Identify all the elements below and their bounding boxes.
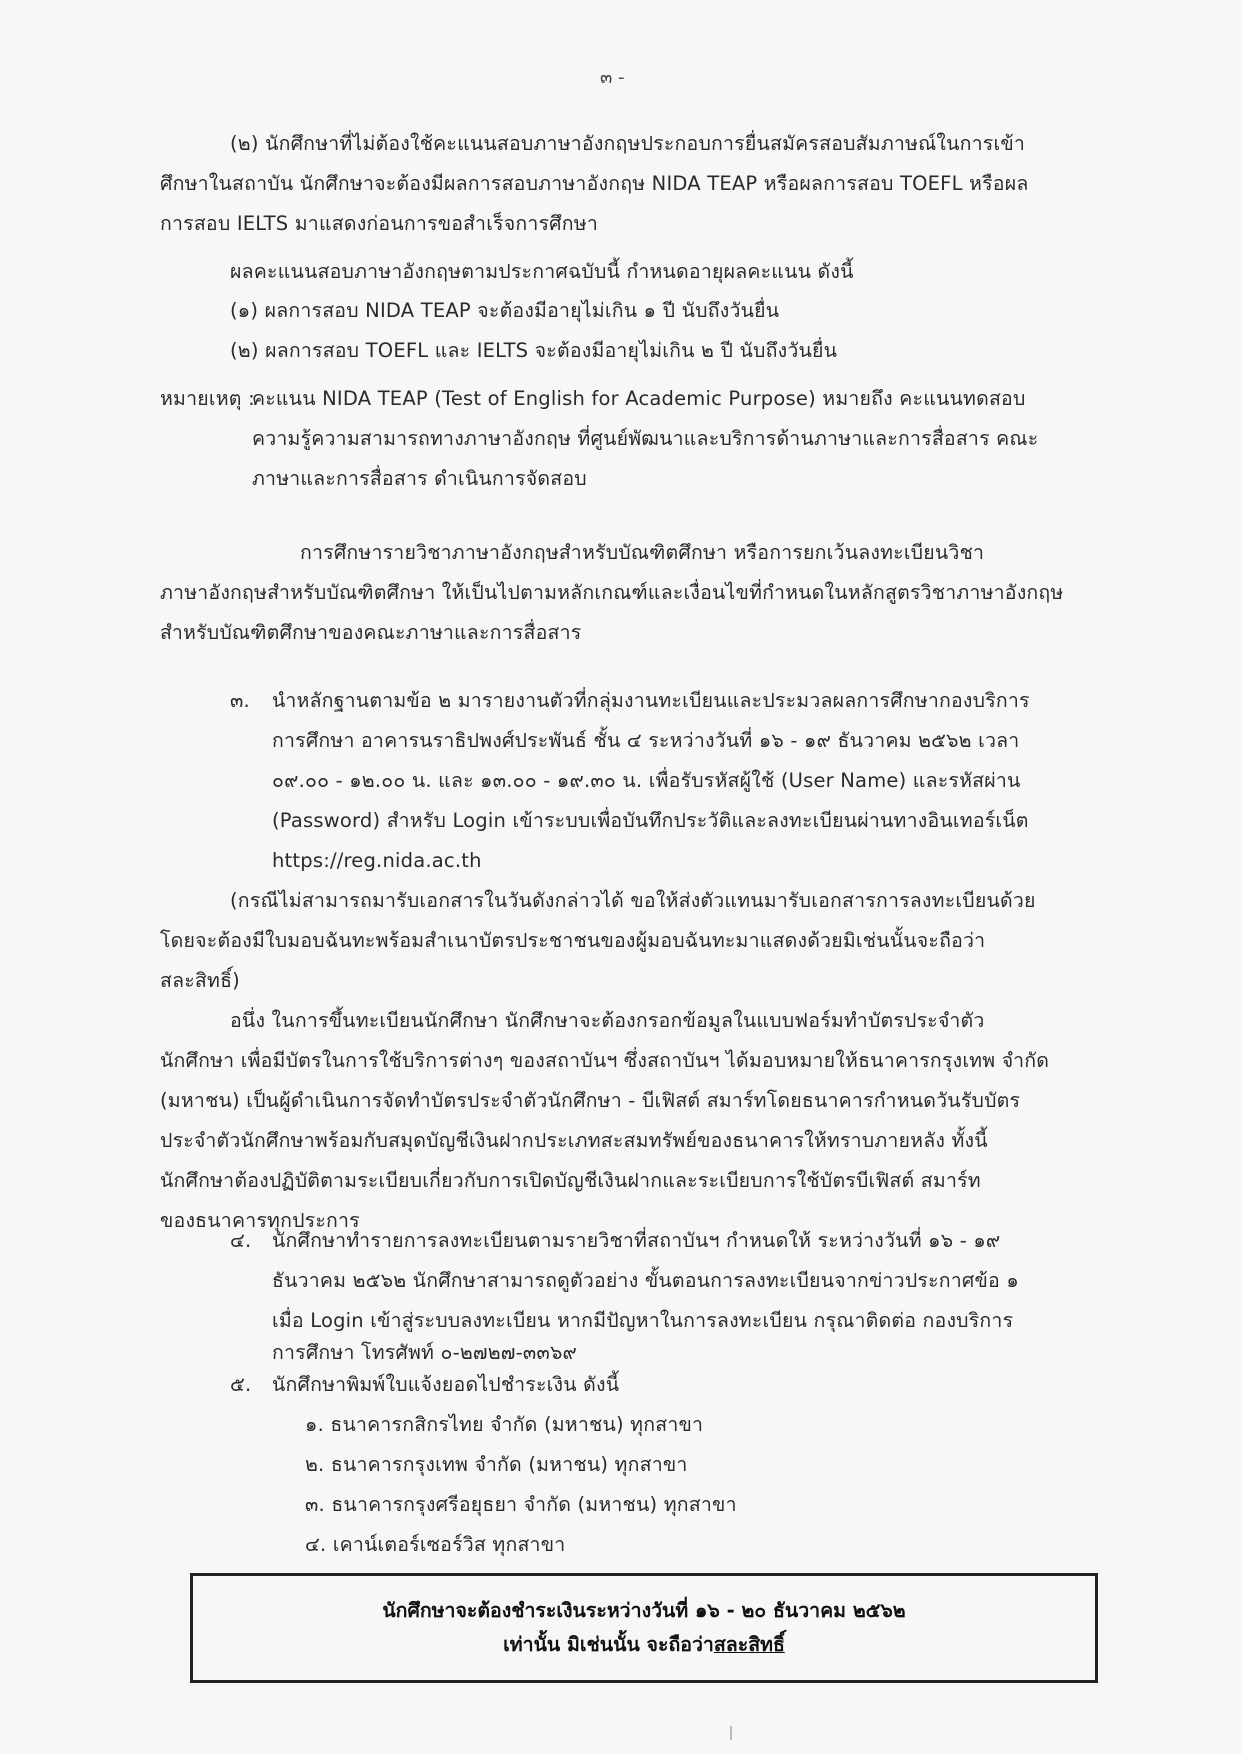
- page-number: ๓ -: [600, 67, 625, 88]
- bank-item-2: ๒. ธนาคารกรุงเทพ จำกัด (มหาชน) ทุกสาขา: [305, 1453, 688, 1476]
- english-course-line-3: สำหรับบัณฑิตศึกษาของคณะภาษาและการสื่อสาร: [160, 621, 582, 644]
- card-line-2: นักศึกษา เพื่อมีบัตรในการใช้บริการต่างๆ ของสถาบันฯ ซึ่งสถาบันฯ ได้มอบหมายให้ธนาคารกรุงเทพ จำกัด: [160, 1049, 1050, 1072]
- step-4-number: ๔.: [230, 1229, 252, 1252]
- step-3-line-1: นำหลักฐานตามข้อ ๒ มารายงานตัวที่กลุ่มงานทะเบียนและประมวลผลการศึกษากองบริการ: [272, 689, 1030, 712]
- validity-intro: ผลคะแนนสอบภาษาอังกฤษตามประกาศฉบับนี้ กำหนดอายุผลคะแนน ดังนี้: [230, 260, 854, 283]
- step-5-intro: นักศึกษาพิมพ์ใบแจ้งยอดไปชำระเงิน ดังนี้: [272, 1373, 620, 1396]
- step-3-line-2: การศึกษา อาคารนราธิปพงศ์ประพันธ์ ชั้น ๔ ระหว่างวันที่ ๑๖ - ๑๙ ธันวาคม ๒๕๖๒ เวลา: [272, 729, 1020, 752]
- section-2-line-3: การสอบ IELTS มาแสดงก่อนการขอสำเร็จการศึกษา: [160, 212, 598, 235]
- bank-item-1: ๑. ธนาคารกสิกรไทย จำกัด (มหาชน) ทุกสาขา: [305, 1413, 704, 1436]
- notice-line-1: นักศึกษาจะต้องชำระเงินระหว่างวันที่ ๑๖ - ๒๐ ธันวาคม ๒๕๖๒: [382, 1599, 906, 1622]
- notice-line-2: [503, 1628, 785, 1662]
- note-line-1: คะแนน NIDA TEAP (Test of English for Academic Purpose) หมายถึง คะแนนทดสอบ: [252, 387, 1026, 410]
- step-4-line-4: การศึกษา โทรศัพท์ ๐-๒๗๒๗-๓๓๖๙: [272, 1341, 578, 1364]
- notice-forfeit-text: สละสิทธิ์: [713, 1633, 785, 1656]
- step-3-number: ๓.: [230, 689, 250, 712]
- english-course-line-2: ภาษาอังกฤษสำหรับบัณฑิตศึกษา ให้เป็นไปตามหลักเกณฑ์และเงื่อนไขที่กำหนดในหลักสูตรวิชาภาษาอังกฤษ: [160, 581, 1064, 604]
- validity-item-1: (๑) ผลการสอบ NIDA TEAP จะต้องมีอายุไม่เกิน ๑ ปี นับถึงวันยื่น: [230, 299, 780, 322]
- bank-item-3: ๓. ธนาคารกรุงศรีอยุธยา จำกัด (มหาชน) ทุกสาขา: [305, 1493, 737, 1516]
- proxy-line-2: โดยจะต้องมีใบมอบฉันทะพร้อมสำเนาบัตรประชาชนของผู้มอบฉันทะมาแสดงด้วยมิเช่นนั้นจะถือว่า: [160, 929, 986, 952]
- scan-mark: [730, 1726, 732, 1740]
- card-line-1: อนึ่ง ในการขึ้นทะเบียนนักศึกษา นักศึกษาจะต้องกรอกข้อมูลในแบบฟอร์มทำบัตรประจำตัว: [230, 1009, 985, 1032]
- note-line-2: ความรู้ความสามารถทางภาษาอังกฤษ ที่ศูนย์พัฒนาและบริการด้านภาษาและการสื่อสาร คณะ: [252, 427, 1039, 450]
- step-4-line-3: เมื่อ Login เข้าสู่ระบบลงทะเบียน หากมีปัญหาในการลงทะเบียน กรุณาติดต่อ กองบริการ: [272, 1309, 1014, 1332]
- step-4-line-2: ธันวาคม ๒๕๖๒ นักศึกษาสามารถดูตัวอย่าง ขั้นตอนการลงทะเบียนจากข่าวประกาศข้อ ๑: [272, 1269, 1019, 1292]
- step-3-url: https://reg.nida.ac.th: [272, 849, 482, 872]
- note-line-3: ภาษาและการสื่อสาร ดำเนินการจัดสอบ: [252, 467, 587, 490]
- bank-item-4: ๔. เคาน์เตอร์เซอร์วิส ทุกสาขา: [305, 1533, 566, 1556]
- step-3-line-3: ๐๙.๐๐ - ๑๒.๐๐ น. และ ๑๓.๐๐ - ๑๙.๓๐ น. เพื่อรับรหัสผู้ใช้ (User Name) และรหัสผ่าน: [272, 769, 1021, 792]
- note-label: หมายเหตุ :: [160, 387, 255, 410]
- proxy-line-1: (กรณีไม่สามารถมารับเอกสารในวันดังกล่าวได้ ขอให้ส่งตัวแทนมารับเอกสารการลงทะเบียนด้วย: [230, 889, 1036, 912]
- section-2-line-1: (๒) นักศึกษาที่ไม่ต้องใช้คะแนนสอบภาษาอังกฤษประกอบการยื่นสมัครสอบสัมภาษณ์ในการเข้า: [230, 132, 1026, 155]
- card-line-5: นักศึกษาต้องปฏิบัติตามระเบียบเกี่ยวกับการเปิดบัญชีเงินฝากและระเบียบการใช้บัตรบีเฟิสต์ สมาร์ท: [160, 1169, 981, 1192]
- card-line-6: ของธนาคารทุกประการ: [160, 1209, 360, 1232]
- payment-notice-box: [190, 1573, 1098, 1683]
- validity-item-2: (๒) ผลการสอบ TOEFL และ IELTS จะต้องมีอายุไม่เกิน ๒ ปี นับถึงวันยื่น: [230, 339, 838, 362]
- proxy-line-3: สละสิทธิ์): [160, 969, 240, 992]
- card-line-4: ประจำตัวนักศึกษาพร้อมกับสมุดบัญชีเงินฝากประเภทสะสมทรัพย์ของธนาคารให้ทราบภายหลัง ทั้งนี้: [160, 1129, 988, 1152]
- english-course-line-1: การศึกษารายวิชาภาษาอังกฤษสำหรับบัณฑิตศึกษา หรือการยกเว้นลงทะเบียนวิชา: [300, 541, 985, 564]
- card-line-3: (มหาชน) เป็นผู้ดำเนินการจัดทำบัตรประจำตัวนักศึกษา - บีเฟิสต์ สมาร์ทโดยธนาคารกำหนดวันรับบัตร: [160, 1089, 1021, 1112]
- step-5-number: ๕.: [230, 1373, 252, 1396]
- section-2-line-2: ศึกษาในสถาบัน นักศึกษาจะต้องมีผลการสอบภาษาอังกฤษ NIDA TEAP หรือผลการสอบ TOEFL หรือผล: [160, 172, 1029, 195]
- step-4-line-1: นักศึกษาทำรายการลงทะเบียนตามรายวิชาที่สถาบันฯ กำหนดให้ ระหว่างวันที่ ๑๖ - ๑๙: [272, 1229, 1001, 1252]
- step-3-line-4: (Password) สำหรับ Login เข้าระบบเพื่อบันทึกประวัติและลงทะเบียนผ่านทางอินเทอร์เน็ต: [272, 809, 1029, 832]
- notice-line-2-prefix: เท่านั้น มิเช่นนั้น จะถือว่า: [503, 1633, 714, 1656]
